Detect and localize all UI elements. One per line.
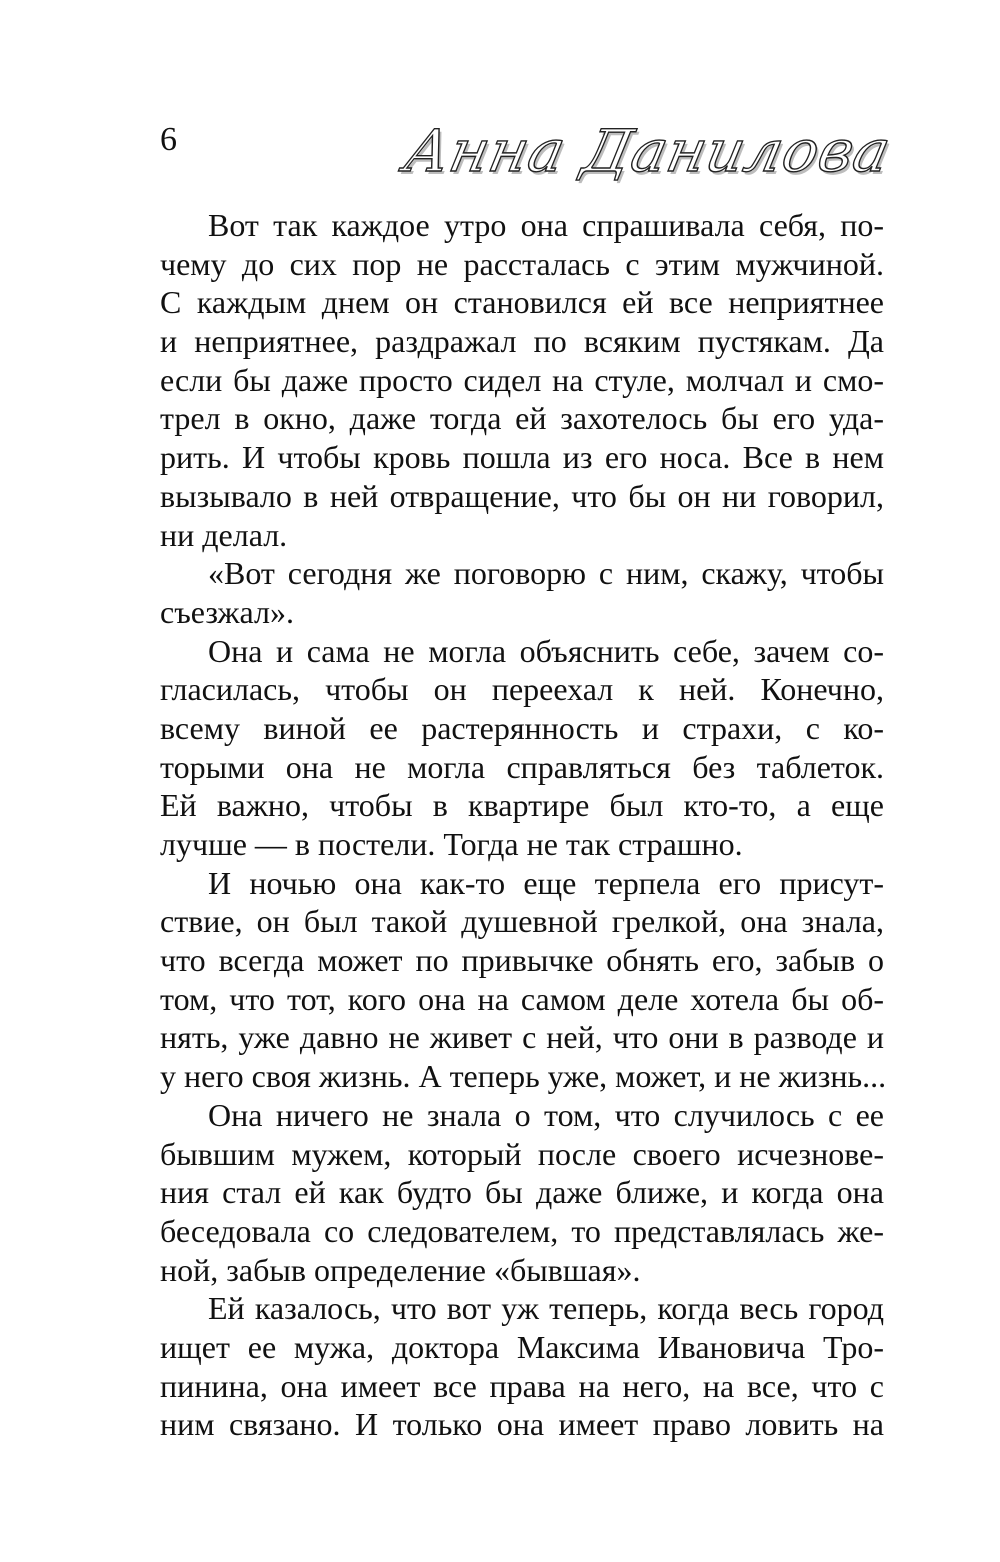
text-line: Вот так каждое утро она спрашивала себя, по- — [208, 207, 884, 243]
text-line: нять, уже давно не живет с ней, что они в разводе и — [160, 1019, 884, 1056]
text-line: ним связано. И только она имеет право ловить на — [160, 1406, 884, 1443]
text-line: гласилась, чтобы он переехал к ней. Конечно, — [160, 671, 884, 708]
text-line: И ночью она как-то еще терпела его присут- — [208, 864, 884, 901]
text-line: лучше — в постели. Тогда не так страшно. — [160, 826, 743, 862]
text-line: ной, забыв определение «бывшая». — [160, 1251, 641, 1288]
text-line: рить. И чтобы кровь пошла из его носа. Все в нем — [160, 439, 884, 476]
text-line: Она и сама не могла объяснить себе, зачем со- — [208, 632, 884, 669]
text-line: вызывало в ней отвращение, что бы он ни говорил, — [160, 477, 884, 514]
text-line: Ей казалось, что вот уж теперь, когда весь город — [208, 1290, 884, 1327]
text-line: беседовала со следователем, то представлялась же- — [160, 1212, 884, 1249]
text-line: ищет ее мужа, доктора Максима Ивановича Тро- — [160, 1328, 884, 1365]
text-line: торыми она не могла справляться без таблеток. — [160, 748, 884, 785]
text-line: «Вот сегодня же поговорю с ним, скажу, чтобы — [208, 555, 884, 592]
text-line: Она ничего не знала о том, что случилось с ее — [208, 1096, 884, 1133]
page-number: 6 — [160, 121, 177, 158]
body-text — [160, 206, 887, 1444]
text-line: пинина, она имеет все права на него, на все, что с — [160, 1367, 884, 1404]
text-line: если бы даже просто сидел на стуле, молчал и смо- — [160, 361, 884, 398]
text-line: у него своя жизнь. А теперь уже, может, и не жизнь... — [160, 1058, 887, 1095]
text-line: чему до сих пор не рассталась с этим мужчиной. — [160, 245, 884, 282]
running-head-author: Анна Данилова — [398, 117, 898, 185]
text-line: Ей важно, чтобы в квартире был кто-то, а еще — [160, 787, 884, 824]
text-line: том, что тот, кого она на самом деле хотела бы об- — [160, 980, 884, 1017]
text-line: ни делал. — [160, 516, 288, 553]
text-line: трел в окно, даже тогда ей захотелось бы его уда- — [160, 400, 884, 437]
text-line: С каждым днем он становился ей все неприятнее — [160, 284, 884, 321]
text-line: всему виной ее растерянность и страхи, с ко- — [160, 709, 884, 746]
text-line: съезжал». — [160, 593, 294, 630]
text-line: и неприятнее, раздражал по всяким пустякам. Да — [160, 323, 884, 360]
text-line: ния стал ей как будто бы даже ближе, и когда она — [160, 1174, 884, 1211]
text-line: что всегда может по привычке обнять его, забыв о — [160, 942, 884, 979]
text-line: ствие, он был такой душевной грелкой, она знала, — [160, 903, 884, 940]
text-line: бывшим мужем, который после своего исчезнове- — [160, 1135, 884, 1172]
